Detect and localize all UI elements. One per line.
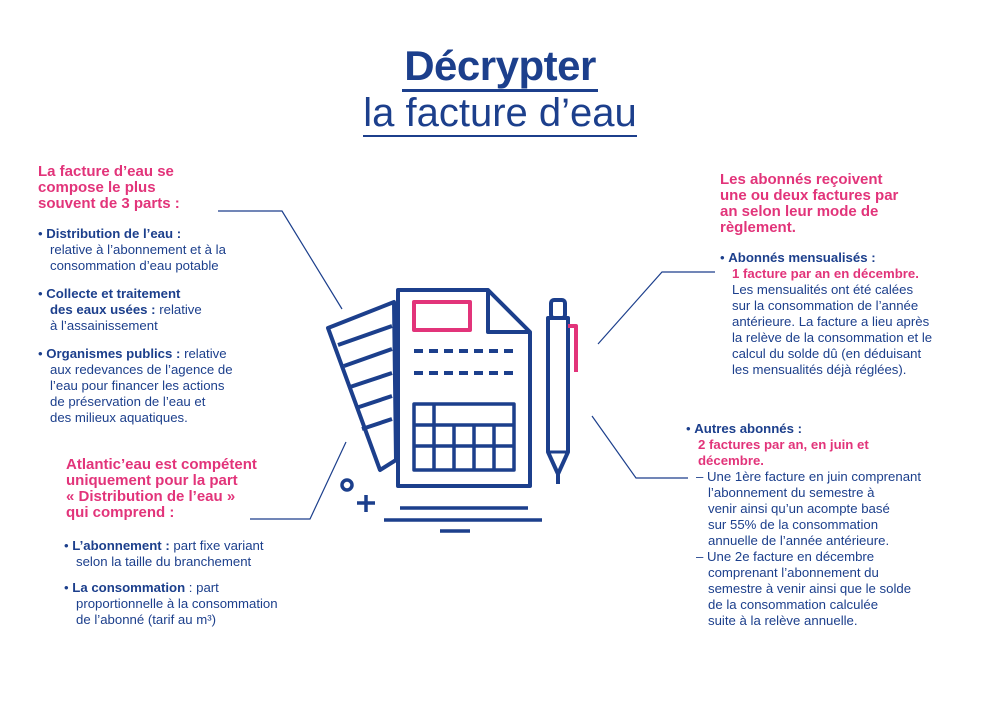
page-title: Décrypter (0, 42, 1000, 90)
connector-line-right-top (598, 272, 715, 344)
left-bottom-heading: Atlantic’eau est compétent uniquement pour la part « Distribution de l’eau » qui comprend : (66, 456, 257, 521)
left-top-item-1: • Distribution de l’eau : relative à l’abonnement et à la consommation d’eau potable (38, 226, 226, 273)
left-top-item-3: • Organismes publics : relative aux redevances de l’agence de l’eau pour financer les actions de préservation de l’eau et des milieux aquatiques. (38, 346, 233, 425)
connector-line-right-bottom (592, 416, 688, 478)
connector-line-left-top (218, 211, 342, 309)
page-subtitle: la facture d’eau (363, 91, 637, 135)
pen-icon (548, 300, 576, 484)
document-icon (328, 302, 396, 470)
left-top-item-2: • Collecte et traitement des eaux usées : relative à l’assainissement (38, 286, 202, 333)
right-bottom-item: • Autres abonnés : 2 factures par an, en juin et décembre. – Une 1ère facture en juin comprenant l’abonnement du semestre à venir ainsi qu’un acompte basé sur 55% de la consommation annuelle de l’année antérieure. – Une 2e facture en décembre comprenant l’abonnement du semestre à venir ainsi que le solde de la consommation calculée suite à la relève annuelle. (686, 421, 922, 628)
right-top-item: • Abonnés mensualisés : 1 facture par an en décembre. Les mensualités ont été calées sur la consommation de l’année antérieure. La facture a lieu après la relève de la consommation et le calcul du solde dû (en déduisant les mensualités déjà réglées). (720, 250, 933, 377)
right-top-heading: Les abonnés reçoivent une ou deux factures par an selon leur mode de règlement. (720, 171, 899, 236)
invoice-icon (398, 290, 530, 486)
left-top-heading: La facture d’eau se compose le plus souvent de 3 parts : (38, 163, 180, 212)
left-bottom-item-2: • La consommation : part proportionnelle à la consommation de l’abonné (tarif au m³) (64, 580, 278, 627)
left-bottom-item-1: • L’abonnement : part fixe variant selon la taille du branchement (64, 538, 264, 569)
connector-line-left-bottom (250, 442, 346, 519)
